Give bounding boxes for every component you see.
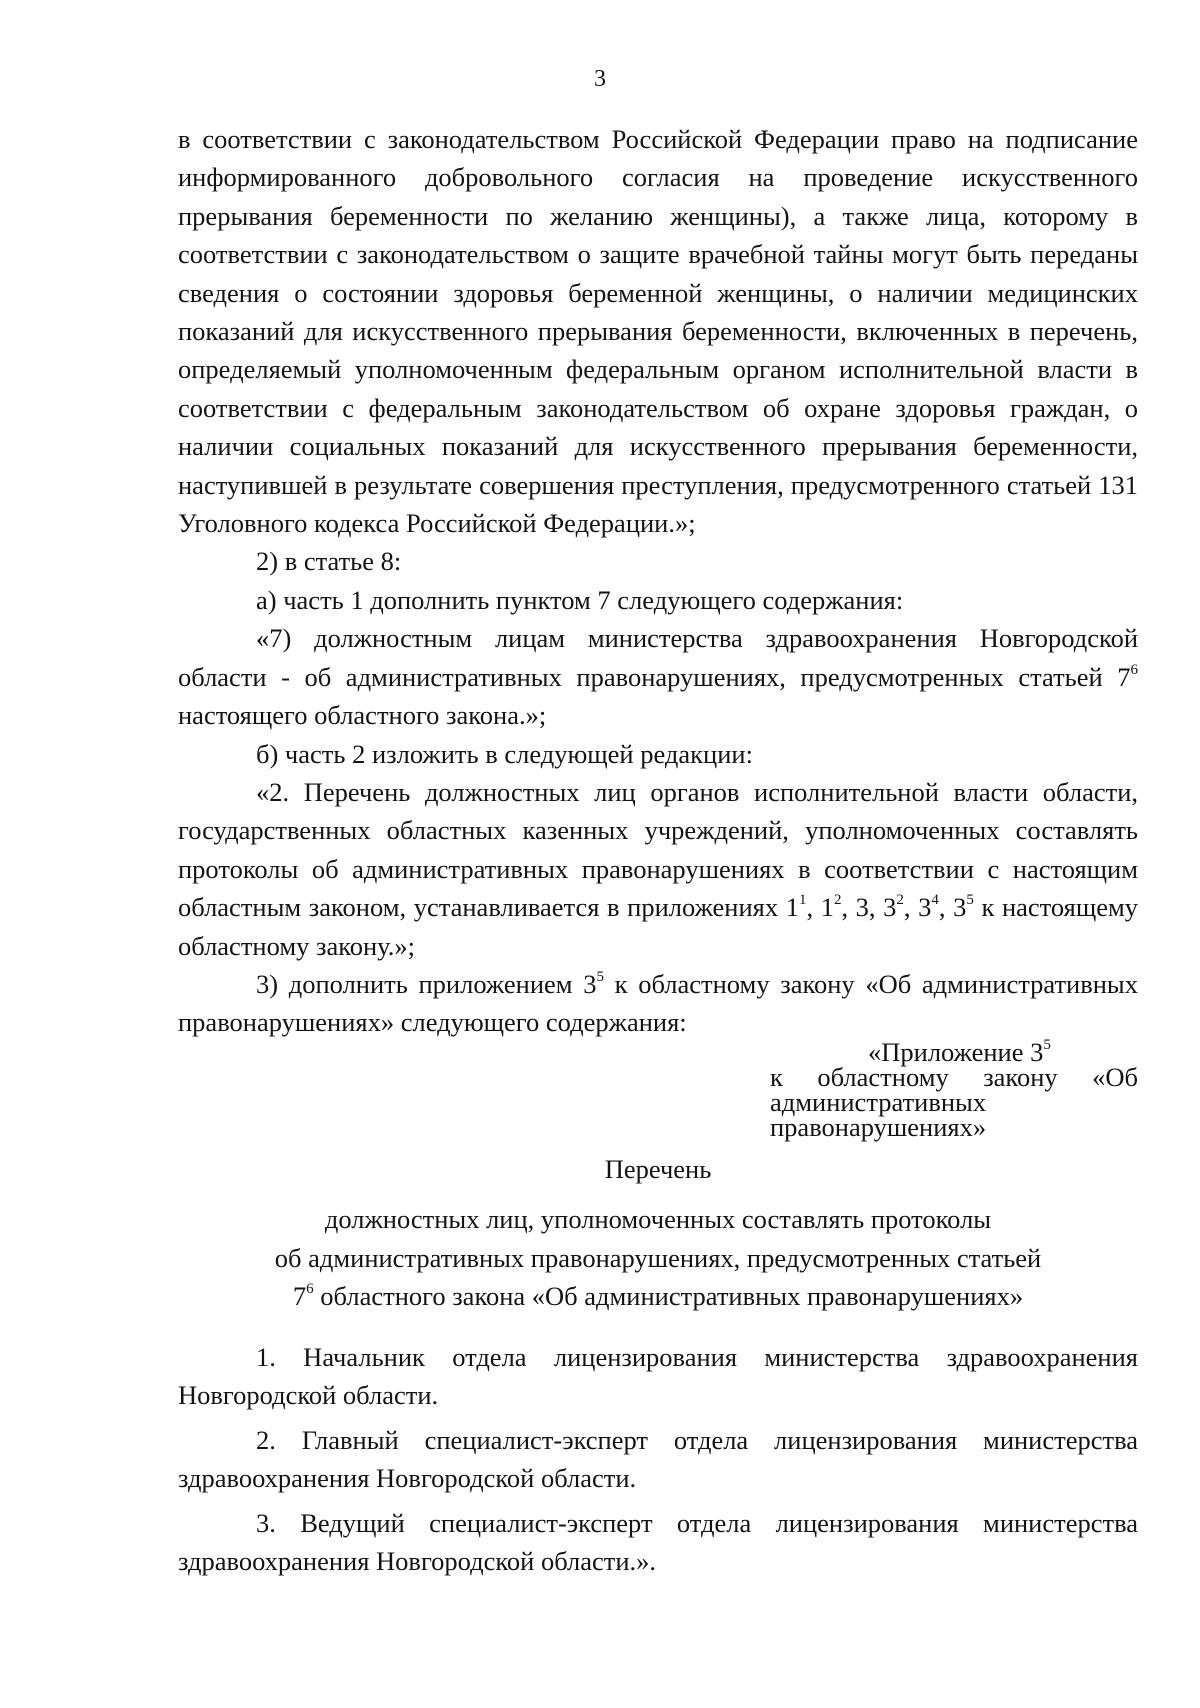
text-run: , 1	[806, 892, 834, 923]
text-run: «2. Перечень должностных лиц органов исполнительной власти области, государственных областных казенных учреждений, уполномоченных составлять протоколы об административных правонарушениях в соответствии с настоящим областным законом, устанавливается в приложениях 1	[178, 776, 1138, 923]
page-number: 3	[594, 66, 606, 92]
superscript: 2	[896, 892, 904, 909]
superscript: 5	[1043, 1037, 1051, 1054]
text-run: , 3	[938, 892, 967, 923]
superscript: 5	[596, 969, 604, 986]
officials-list	[178, 1338, 1138, 1580]
text-run: , 3, 3	[841, 892, 897, 923]
list-title: Перечень	[604, 1154, 712, 1184]
appendix-reference: к областному закону «Об административных правонарушениях»	[770, 1062, 1138, 1142]
text-run: областного закона «Об административных правонарушениях»	[313, 1281, 1024, 1311]
paragraph-item-3	[178, 965, 1138, 1042]
subtitle-line	[178, 1277, 1138, 1316]
superscript: 4	[931, 892, 939, 909]
paragraph-item-2: 2) в статье 8:	[256, 546, 402, 577]
paragraph-item-2a: а) часть 1 дополнить пунктом 7 следующего содержания:	[256, 584, 904, 615]
appendix-header	[770, 1037, 1138, 1142]
text-run: «7) должностным лицам министерства здравоохранения Новгородской области - об административных правонарушениях, предусмотренных статьей 7	[178, 623, 1138, 692]
paragraph-continuation: в соответствии с законодательством Российской Федерации право на подписание информированного добровольного согласия на проведение искусственного прерывания беременности по желанию женщины), а также лица, которому в соответствии с законодательством о защите врачебной тайны могут быть переданы сведения о состоянии здоровья беременной женщины, о наличии медицинских показаний для искусственного прерывания беременности, включенных в перечень, определяемый уполномоченным федеральным органом исполнительной власти в соответствии с федеральным законодательством об охране здоровья граждан, о наличии социальных показаний для искусственного прерывания беременности, наступившей в результате совершения преступления, предусмотренного статьей 131 Уголовного кодекса Российской Федерации.»;	[178, 124, 1138, 539]
superscript: 2	[833, 892, 842, 909]
paragraph-item-2b: б) часть 2 изложить в следующей редакции:	[256, 738, 753, 769]
text-run: к областному закону «Об административных правонарушениях» следующего содержания:	[178, 968, 1138, 1038]
subtitle-line: должностных лиц, уполномоченных составлять протоколы	[324, 1204, 992, 1234]
text-run: настоящего областного закона.»;	[178, 700, 547, 731]
subtitle-line: об административных правонарушениях, предусмотренных статьей	[274, 1242, 1042, 1273]
main-text	[178, 120, 1138, 1042]
paragraph-item-7	[178, 619, 1138, 734]
text-run: к настоящему областному закону.»;	[178, 892, 1139, 961]
text-run: , 3	[903, 892, 932, 923]
list-item: 2. Главный специалист-эксперт отдела лицензирования министерства здравоохранения Новгородской области.	[178, 1424, 1138, 1494]
superscript: 6	[306, 1281, 314, 1298]
superscript: 1	[798, 892, 807, 909]
list-subtitle	[178, 1200, 1138, 1316]
superscript: 6	[1130, 661, 1138, 678]
text-run: 3) дополнить приложением 3	[256, 968, 597, 999]
list-item: 3. Ведущий специалист-эксперт отдела лицензирования министерства здравоохранения Новгородской области.».	[178, 1507, 1138, 1577]
superscript: 5	[966, 892, 974, 909]
paragraph-part-2	[178, 773, 1138, 965]
text-run: 7	[292, 1281, 307, 1311]
list-item: 1. Начальник отдела лицензирования министерства здравоохранения Новгородской области.	[178, 1342, 1138, 1411]
text-run: «Приложение 3	[868, 1037, 1044, 1067]
